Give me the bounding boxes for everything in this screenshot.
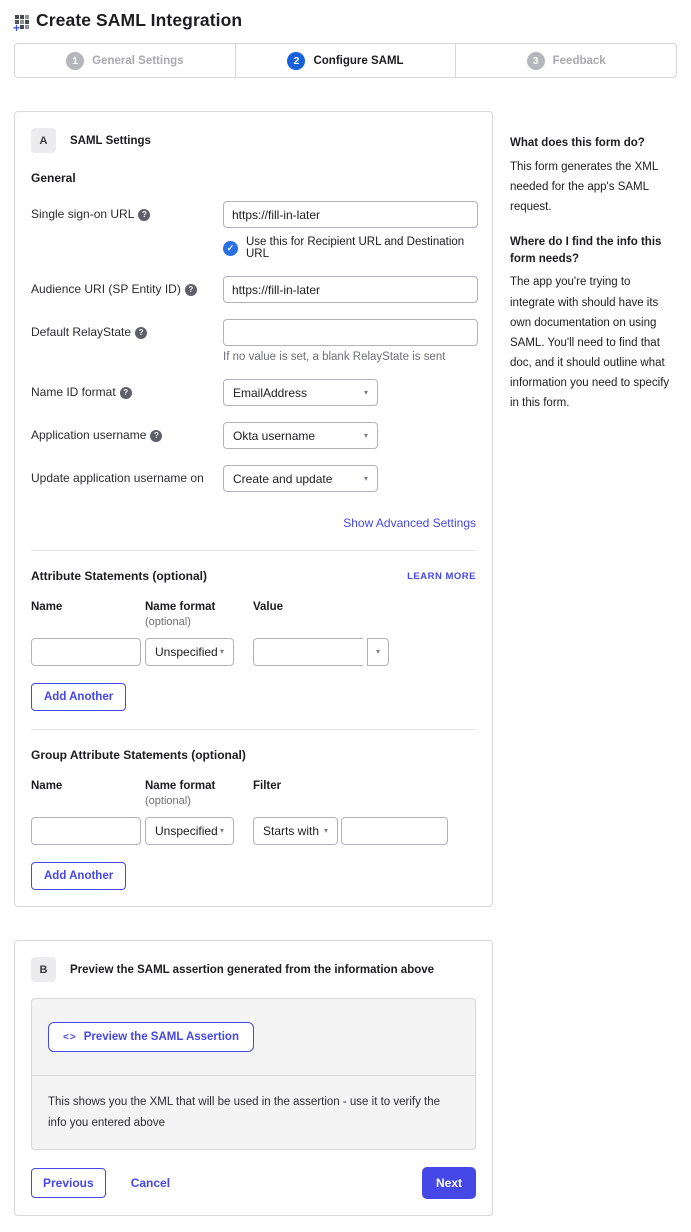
attr-col-format-note: (optional)	[145, 616, 191, 628]
update-username-select[interactable]	[223, 465, 378, 492]
relay-state-row	[31, 319, 476, 363]
step-general-settings[interactable]	[15, 44, 236, 77]
help-question-1: What does this form do?	[510, 137, 645, 149]
help-icon[interactable]	[185, 284, 197, 296]
preview-button-label: Preview the SAML Assertion	[83, 1031, 239, 1043]
group-col-name: Name	[31, 780, 63, 792]
app-username-label: Application username ?	[31, 422, 223, 442]
add-application-icon	[13, 12, 32, 35]
step-2-label: Configure SAML	[313, 54, 404, 67]
name-id-format-label: Name ID format ?	[31, 379, 223, 399]
chevron-down-icon	[220, 648, 224, 656]
chevron-down-icon	[364, 432, 368, 440]
group-filter-select[interactable]	[253, 817, 338, 845]
divider	[31, 729, 476, 730]
recipient-url-checkbox-label: Use this for Recipient URL and Destination URL	[246, 236, 465, 260]
code-icon	[63, 1032, 77, 1043]
step-3-label: Feedback	[552, 54, 606, 67]
group-attribute-statements-title: Group Attribute Statements (optional)	[31, 748, 246, 762]
section-b-header	[31, 957, 476, 982]
section-a-badge: A	[31, 128, 56, 153]
group-filter-value-input[interactable]	[341, 817, 448, 845]
name-id-format-select[interactable]	[223, 379, 378, 406]
step-3-number-badge: 3	[527, 52, 545, 70]
sso-url-row	[31, 201, 476, 260]
previous-button[interactable]: Previous	[31, 1168, 106, 1198]
plus-icon: +	[13, 20, 21, 35]
attr-value-combo	[253, 638, 389, 666]
help-icon[interactable]	[150, 430, 162, 442]
chevron-down-icon	[220, 827, 224, 835]
group-col-format: Name format (optional)	[145, 780, 253, 807]
help-answer-1: This form generates the XML needed for the app's SAML request.	[510, 160, 658, 213]
group-format-select[interactable]	[145, 817, 234, 845]
preview-panel	[31, 998, 476, 1150]
attr-value-dropdown-button[interactable]	[367, 638, 389, 666]
wizard-footer	[31, 1167, 476, 1199]
chevron-down-icon	[364, 389, 368, 397]
attr-col-name: Name	[31, 601, 63, 613]
learn-more-link[interactable]: LEARN MORE	[407, 570, 476, 582]
general-heading: General	[31, 171, 76, 185]
app-grid-icon	[15, 15, 19, 19]
help-icon[interactable]	[135, 327, 147, 339]
recipient-url-checkbox-row[interactable]	[223, 236, 478, 260]
help-question-2: Where do I find the info this form needs?	[510, 236, 662, 265]
app-username-value: Okta username	[233, 428, 316, 443]
name-id-format-value: EmailAddress	[233, 385, 308, 400]
sso-url-input[interactable]	[223, 201, 478, 228]
attribute-statement-row	[31, 638, 476, 666]
preview-saml-assertion-button[interactable]	[48, 1022, 254, 1052]
section-b-badge: B	[31, 957, 56, 982]
divider	[31, 550, 476, 551]
preview-assertion-card	[14, 940, 493, 1216]
add-another-attribute-button[interactable]: Add Another	[31, 683, 126, 711]
group-attribute-statement-row	[31, 817, 476, 845]
step-1-label: General Settings	[92, 54, 184, 67]
step-feedback[interactable]	[456, 44, 676, 77]
attr-col-format: Name format (optional)	[145, 601, 253, 628]
audience-uri-input[interactable]	[223, 276, 478, 303]
sso-url-label: Single sign-on URL?	[31, 201, 223, 221]
section-a-title: SAML Settings	[70, 134, 151, 147]
app-username-select[interactable]	[223, 422, 378, 449]
chevron-down-icon	[324, 827, 328, 835]
relay-state-input[interactable]	[223, 319, 478, 346]
group-col-filter: Filter	[253, 780, 282, 792]
group-name-input[interactable]	[31, 817, 141, 845]
audience-uri-row	[31, 276, 476, 303]
help-sidebar	[510, 111, 677, 1216]
wizard-steps	[14, 43, 677, 78]
attr-format-select[interactable]	[145, 638, 234, 666]
help-icon[interactable]	[138, 209, 150, 221]
group-format-value: Unspecified	[155, 824, 218, 838]
saml-settings-card	[14, 111, 493, 907]
form-column	[14, 111, 493, 1216]
group-col-format-note: (optional)	[145, 795, 191, 807]
relay-state-label: Default RelayState?	[31, 319, 223, 339]
help-answer-2: The app you're trying to integrate with should have its own documentation on using SAML. You'll need to find that doc, and it should outline what information you need to specify in this form.	[510, 276, 670, 410]
page-header	[13, 10, 677, 35]
section-b-title: Preview the SAML assertion generated from the information above	[70, 963, 435, 976]
attr-name-input[interactable]	[31, 638, 141, 666]
update-username-row	[31, 465, 476, 492]
next-button[interactable]: Next	[422, 1167, 476, 1199]
step-1-number-badge: 1	[66, 52, 84, 70]
show-advanced-settings-link[interactable]: Show Advanced Settings	[343, 516, 476, 530]
main-layout	[14, 111, 677, 1216]
help-icon[interactable]	[120, 387, 132, 399]
relay-state-helper: If no value is set, a blank RelayState is sent	[223, 351, 446, 363]
add-another-group-attribute-button[interactable]: Add Another	[31, 862, 126, 890]
cancel-link[interactable]: Cancel	[130, 1176, 171, 1191]
name-id-format-row	[31, 379, 476, 406]
checkbox-checked-icon[interactable]	[223, 241, 238, 256]
attr-col-value: Value	[253, 601, 284, 613]
audience-uri-label: Audience URI (SP Entity ID)?	[31, 276, 223, 296]
attr-value-input[interactable]	[253, 638, 363, 666]
step-configure-saml[interactable]	[236, 44, 457, 77]
preview-note: This shows you the XML that will be used in the assertion - use it to verify the info you entered above	[48, 1096, 441, 1129]
attribute-statements-title: Attribute Statements (optional)	[31, 569, 207, 583]
chevron-down-icon	[364, 475, 368, 483]
update-username-value: Create and update	[233, 471, 333, 486]
section-a-header	[31, 128, 476, 153]
attr-format-value: Unspecified	[155, 645, 218, 659]
page-title: Create SAML Integration	[36, 10, 243, 30]
update-username-label: Update application username on	[31, 471, 204, 485]
step-2-number-badge: 2	[287, 52, 305, 70]
chevron-down-icon	[376, 648, 380, 656]
group-filter-value: Starts with	[263, 824, 320, 838]
app-username-row	[31, 422, 476, 449]
